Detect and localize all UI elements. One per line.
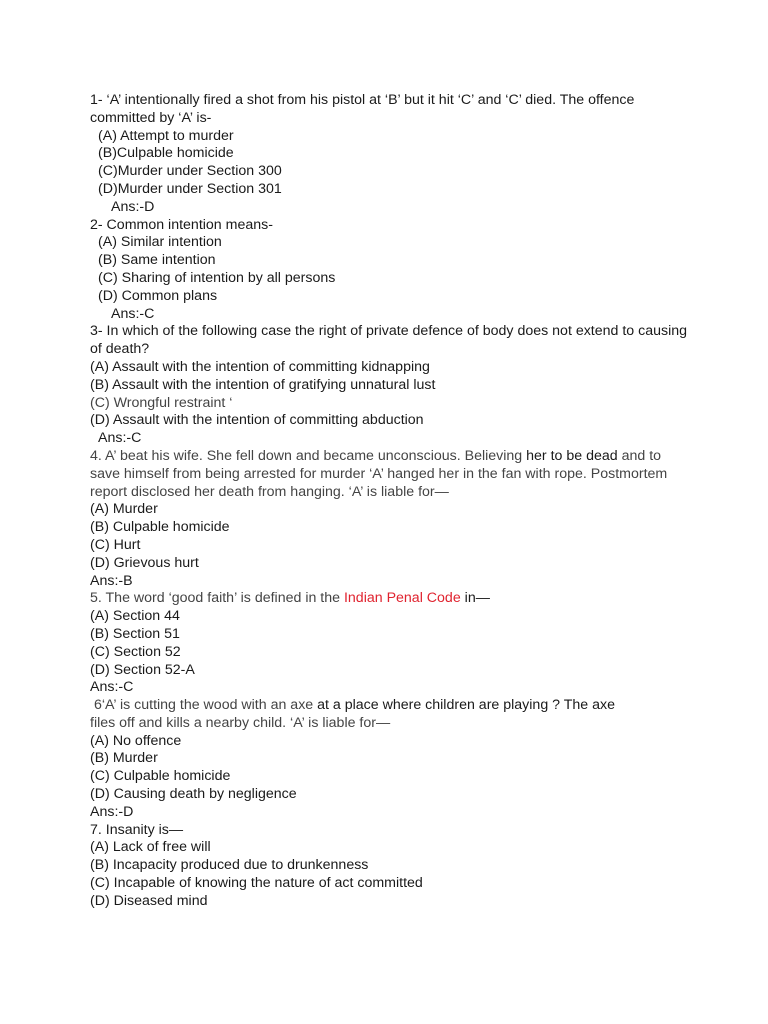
option: (D) Section 52-A <box>90 661 195 678</box>
option: (B) Incapacity produced due to drunkenness <box>90 857 369 874</box>
option: (D) Common plans <box>98 287 218 304</box>
option: (D)Murder under Section 301 <box>98 180 282 197</box>
option: (C) Incapable of knowing the nature of act committed <box>90 875 423 892</box>
option: (B) Assault with the intention of gratifying unnatural lust <box>90 376 436 393</box>
option: (B) Same intention <box>98 252 216 269</box>
question-text: 2- Common intention means- <box>90 216 273 233</box>
option: (C) Section 52 <box>90 643 181 660</box>
question-1 <box>90 92 690 217</box>
answer: Ans:-C <box>90 679 134 696</box>
option: (A) Section 44 <box>90 608 180 625</box>
answer: Ans:-D <box>90 803 134 820</box>
question-text-part: in— <box>460 590 490 607</box>
answer: Ans:-C <box>111 305 155 322</box>
option: (C)Murder under Section 300 <box>98 163 282 180</box>
question-text-part: 6‘A’ is cutting the wood with an axe <box>90 697 318 714</box>
option: (D) Grievous hurt <box>90 554 199 571</box>
option: (A) Similar intention <box>98 234 222 251</box>
question-text-part: her to be dead <box>526 447 618 464</box>
option: (D) Diseased mind <box>90 892 208 909</box>
question-2 <box>90 217 690 324</box>
question-text: 1- ‘A’ intentionally fired a shot from his pistol at ‘B’ but it hit ‘C’ and ‘C’ died. The offence committed by ‘A’ is- <box>90 92 635 126</box>
option: (A) Murder <box>90 501 158 518</box>
question-text-part: and to save himself from being arrested for murder ‘A’ hanged her in the fan with rope. Postmortem report disclosed her death from hanging. ‘A’ is liable for— <box>90 447 668 500</box>
question-text <box>90 448 690 501</box>
indian-penal-code-link[interactable]: Indian Penal Code <box>343 590 461 607</box>
question-text <box>90 590 690 608</box>
option: (B) Murder <box>90 750 158 767</box>
option: (B) Culpable homicide <box>90 519 230 536</box>
option: (D) Assault with the intention of committing abduction <box>90 412 424 429</box>
option: (A) No offence <box>90 732 182 749</box>
option: (B)Culpable homicide <box>98 145 234 162</box>
question-5 <box>90 590 690 697</box>
option: (D) Causing death by negligence <box>90 786 297 803</box>
option: (C) Sharing of intention by all persons <box>98 269 336 286</box>
answer: Ans:-B <box>90 572 133 589</box>
question-text-part: 4. A’ beat his wife. She fell down and became unconscious. Believing <box>90 447 527 464</box>
option: (A) Lack of free will <box>90 839 211 856</box>
question-text-part: 5. The word ‘good faith’ is defined in the <box>90 590 344 607</box>
question-text: 7. Insanity is— <box>90 821 184 838</box>
option: (A) Assault with the intention of committing kidnapping <box>90 358 430 375</box>
option: (C) Wrongful restraint ‘ <box>90 394 233 411</box>
option: (A) Attempt to murder <box>98 127 234 144</box>
question-3 <box>90 323 690 448</box>
question-4 <box>90 448 690 590</box>
question-6 <box>90 697 690 822</box>
option: (B) Section 51 <box>90 625 180 642</box>
question-text: 3- In which of the following case the right of private defence of body does not extend to causing of death? <box>90 323 688 358</box>
question-text <box>90 697 690 715</box>
answer: Ans:-C <box>98 430 142 447</box>
question-text-part: files off and kills a nearby child. ‘A’ is liable for— <box>90 714 391 731</box>
question-text-part: at a place where children are playing ? The axe <box>317 697 615 714</box>
document-page <box>90 92 690 911</box>
answer: Ans:-D <box>111 198 155 215</box>
option: (C) Hurt <box>90 536 141 553</box>
question-7 <box>90 822 690 911</box>
option: (C) Culpable homicide <box>90 768 231 785</box>
